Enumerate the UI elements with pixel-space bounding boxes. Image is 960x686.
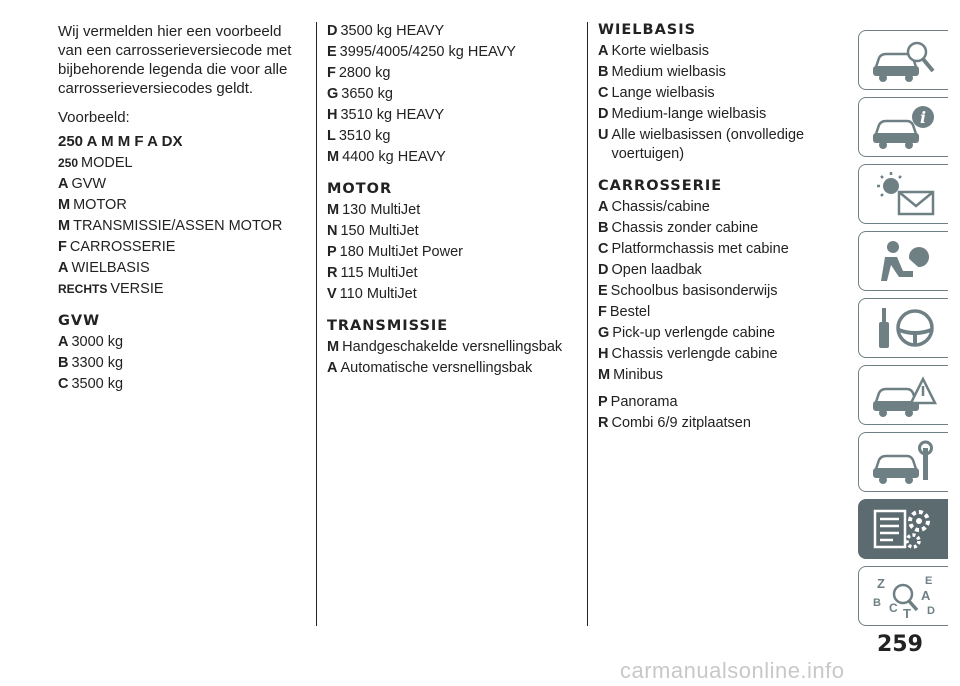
code-key: A [58, 176, 69, 192]
legend-row [327, 264, 577, 283]
code-value: 3000 kg [71, 334, 124, 350]
tab-safety[interactable] [858, 231, 948, 291]
code-example: 250 A M M F A DX [58, 133, 183, 150]
code-value: 115 MultiJet [340, 265, 418, 281]
code-key: M [327, 149, 340, 165]
code-value: Alle wielbasissen (onvolledige voertuigen) [611, 127, 805, 162]
example-label: Voorbeeld: [58, 109, 130, 126]
code-value: 2800 kg [338, 65, 391, 81]
code-value: Combi 6/9 zitplaatsen [611, 415, 751, 431]
code-value: Panorama [610, 394, 678, 410]
tab-starting-driving[interactable] [858, 298, 948, 358]
carrosserie-extra-list [598, 393, 843, 433]
code-key: C [598, 85, 609, 101]
legend-row [598, 105, 843, 124]
column-3 [598, 22, 843, 435]
legend-row [598, 393, 843, 412]
code-value: 4400 kg HEAVY [342, 149, 446, 165]
legend-row [327, 285, 577, 304]
code-key: D [327, 23, 338, 39]
code-key: A [58, 260, 69, 276]
code-value: Schoolbus basisonderwijs [610, 283, 778, 299]
column-divider-2 [587, 22, 588, 626]
code-key: G [598, 325, 610, 341]
transmissie-heading: TRANSMISSIE [327, 318, 449, 334]
legend-row [327, 64, 577, 83]
code-value: Platformchassis met cabine [611, 241, 789, 257]
legend-row [598, 63, 843, 82]
code-key: P [327, 244, 337, 260]
code-value: Open laadbak [611, 262, 702, 278]
legend-row [58, 375, 303, 394]
intro-paragraph: Wij vermelden hier een voorbeeld van een carrosserieversiecode met bijbehorende legenda die voor alle carrosserieversiecodes geldt. [58, 23, 292, 97]
legend-row [58, 354, 303, 373]
code-key: N [327, 223, 338, 239]
code-key: B [598, 220, 609, 236]
code-key: M [327, 339, 340, 355]
legend-row [327, 127, 577, 146]
code-value: Chassis zonder cabine [611, 220, 759, 236]
code-key: B [598, 64, 609, 80]
legend-row [58, 196, 303, 215]
legend-row [327, 201, 577, 220]
legend-row [598, 126, 843, 164]
tab-car-search[interactable] [858, 30, 948, 90]
code-value: 130 MultiJet [342, 202, 421, 218]
legend-row [598, 219, 843, 238]
legend-row [327, 85, 577, 104]
tab-car-info[interactable] [858, 97, 948, 157]
index-letter-z: Z [876, 576, 885, 591]
carrosserie-list [598, 198, 843, 385]
code-key: H [327, 107, 338, 123]
car-search-icon [869, 36, 939, 84]
tab-technical-data[interactable] [858, 499, 948, 559]
index-letter-d: D [926, 605, 935, 617]
code-value: TRANSMISSIE/ASSEN MOTOR [73, 218, 283, 234]
code-key: D [598, 106, 609, 122]
legend-row [598, 303, 843, 322]
legend-row [598, 414, 843, 433]
technical-data-icon [869, 505, 939, 553]
steering-wheel-key-icon [869, 304, 939, 352]
code-value: 110 MultiJet [339, 286, 417, 302]
code-value: Bestel [609, 304, 651, 320]
code-key: P [598, 394, 608, 410]
code-key: 250 [58, 156, 79, 170]
legend-row [58, 280, 303, 299]
code-key: A [58, 334, 69, 350]
index-letter-b: B [872, 597, 881, 609]
code-value: Medium-lange wielbasis [611, 106, 767, 122]
car-info-icon [869, 103, 939, 151]
code-key: G [327, 86, 339, 102]
column-2 [327, 22, 577, 380]
code-value: Korte wielbasis [611, 43, 709, 59]
carrosserie-heading: CARROSSERIE [598, 178, 723, 194]
code-value: GVW [71, 176, 107, 192]
wielbasis-list [598, 42, 843, 164]
legend-row [327, 359, 577, 378]
index-letter-a: A [920, 588, 930, 603]
code-value: VERSIE [110, 281, 164, 297]
legend-row [327, 106, 577, 125]
code-key: M [327, 202, 340, 218]
code-key: RECHTS [58, 282, 108, 296]
airbag-passenger-icon [869, 237, 939, 285]
page-number: 259 [877, 632, 923, 657]
code-key: A [598, 199, 609, 215]
code-value: Minibus [613, 367, 664, 383]
code-key: L [327, 128, 336, 144]
legend-row [58, 333, 303, 352]
code-value: 3500 kg [71, 376, 124, 392]
code-value: 3995/4005/4250 kg HEAVY [339, 44, 516, 60]
code-key: A [598, 43, 609, 59]
code-key: E [598, 283, 608, 299]
legend-row [598, 42, 843, 61]
code-value: Chassis verlengde cabine [611, 346, 778, 362]
code-value: MODEL [81, 155, 133, 171]
index-letter-e: E [924, 575, 932, 587]
code-key: B [58, 355, 69, 371]
legend-row [327, 148, 577, 167]
legend-row [58, 259, 303, 278]
code-key: D [598, 262, 609, 278]
motor-heading: MOTOR [327, 181, 393, 197]
code-key: C [598, 241, 609, 257]
code-value: Medium wielbasis [611, 64, 726, 80]
legend-row [598, 261, 843, 280]
alphabetical-index-icon [869, 572, 939, 620]
code-key: F [327, 65, 336, 81]
code-key: A [327, 360, 338, 376]
code-key: M [58, 197, 71, 213]
code-key: V [327, 286, 337, 302]
code-key: U [598, 127, 609, 143]
index-letter-t: T [902, 606, 911, 620]
gvw-list [58, 333, 303, 394]
legend-row [327, 338, 577, 357]
warning-light-message-icon [869, 170, 939, 218]
legend-row [327, 22, 577, 41]
legend-row [58, 217, 303, 236]
code-key: R [598, 415, 609, 431]
code-key: H [598, 346, 609, 362]
car-accident-warning-icon [869, 371, 939, 419]
watermark-text: carmanualsonline.info [620, 658, 845, 683]
code-key: E [327, 44, 337, 60]
code-value: 3510 kg [338, 128, 391, 144]
code-value: Automatische versnellingsbak [340, 360, 533, 376]
code-value: 3650 kg [341, 86, 393, 102]
car-wrench-icon [869, 438, 939, 486]
code-value: 150 MultiJet [340, 223, 419, 239]
motor-list [327, 201, 577, 304]
column-1 [58, 22, 303, 396]
legend-row [598, 282, 843, 301]
legend-row [598, 324, 843, 343]
index-letter-c: C [888, 601, 898, 615]
code-value: Chassis/cabine [611, 199, 710, 215]
gvw-heading: GVW [58, 313, 101, 329]
code-key: R [327, 265, 338, 281]
code-key: M [58, 218, 71, 234]
code-value: MOTOR [73, 197, 127, 213]
legend-row [327, 222, 577, 241]
tab-emergency[interactable] [858, 365, 948, 425]
code-value: 3300 kg [71, 355, 124, 371]
transmissie-list [327, 338, 577, 378]
legend-row [598, 84, 843, 103]
legend-row [598, 366, 843, 385]
legend-row [598, 345, 843, 364]
tab-warning-lights[interactable] [858, 164, 948, 224]
legend-row [58, 175, 303, 194]
legend-row [598, 198, 843, 217]
legend-row [58, 238, 303, 257]
svg-text:i: i [919, 108, 926, 127]
column-divider-1 [316, 22, 317, 626]
tab-maintenance[interactable] [858, 432, 948, 492]
code-value: 3510 kg HEAVY [340, 107, 445, 123]
code-value: Lange wielbasis [611, 85, 715, 101]
code-value: Pick-up verlengde cabine [612, 325, 776, 341]
code-value: 3500 kg HEAVY [340, 23, 445, 39]
code-value: Handgeschakelde versnellingsbak [342, 339, 563, 355]
tab-index[interactable] [858, 566, 948, 626]
legend-row [327, 243, 577, 262]
legend-row [327, 43, 577, 62]
code-legend-list [58, 154, 303, 299]
code-value: WIELBASIS [71, 260, 150, 276]
code-value: 180 MultiJet Power [339, 244, 463, 260]
legend-row [598, 240, 843, 259]
code-key: M [598, 367, 611, 383]
legend-row [58, 154, 303, 173]
gvw-continued-list [327, 22, 577, 167]
chapter-tabs [858, 30, 948, 633]
code-value: CARROSSERIE [69, 239, 176, 255]
code-key: F [58, 239, 67, 255]
code-key: C [58, 376, 69, 392]
wielbasis-heading: WIELBASIS [598, 22, 697, 38]
code-key: F [598, 304, 607, 320]
